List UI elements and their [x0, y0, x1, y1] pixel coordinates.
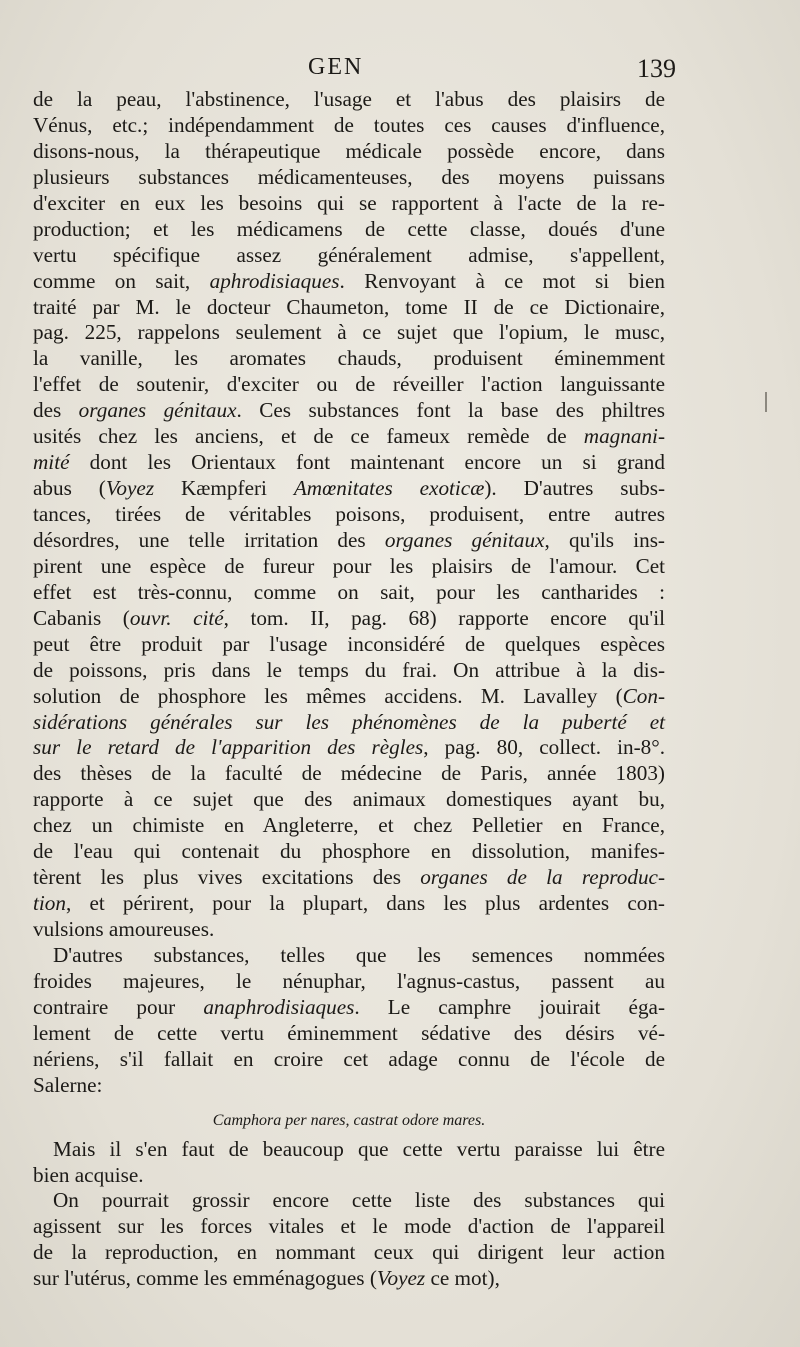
- italic-text: organes génitaux: [78, 398, 237, 423]
- text-run: . Renvoyant à ce mot si bien: [339, 268, 665, 293]
- text-run: contraire pour: [33, 994, 204, 1019]
- text-line: [33, 320, 665, 346]
- text-line: [33, 502, 665, 528]
- italic-text: Con-: [622, 683, 665, 708]
- text-run: , et périrent, pour la plupart, dans les plus ardentes con-: [65, 891, 665, 916]
- italic-text: aphrodisiaques: [209, 268, 340, 293]
- text-run: peut être produit par l'usage inconsidéré de quelques espèces: [33, 631, 665, 656]
- text-run: des thèses de la faculté de médecine de Paris, année 1803): [33, 761, 665, 786]
- text-line: [33, 372, 665, 398]
- text-run: de l'eau qui contenait du phosphore en dissolution, manifes-: [33, 839, 665, 864]
- text-run: comme on sait,: [33, 268, 210, 293]
- text-line: [33, 1188, 665, 1214]
- text-line: [33, 891, 665, 917]
- italic-text: magnani-: [583, 424, 665, 449]
- text-run: de poissons, pris dans le temps du frai. On attribue à la dis-: [33, 657, 665, 682]
- text-line: [33, 684, 665, 710]
- italic-text: Amœnitates exoticæ: [293, 476, 485, 501]
- text-line: [33, 191, 665, 217]
- text-run: solution de phosphore les mêmes accidens. M. Lavalley (: [33, 683, 623, 708]
- text-line: [33, 139, 665, 165]
- text-line: [33, 1047, 665, 1073]
- text-run: production; et les médicamens de cette classe, doués d'une: [33, 216, 665, 241]
- text-run: . Le camphre jouirait éga-: [354, 994, 665, 1019]
- italic-text: Voyez: [105, 476, 155, 501]
- text-line: [33, 295, 665, 321]
- text-run: vulsions amoureuses.: [33, 917, 215, 941]
- text-line: [33, 606, 665, 632]
- text-run: , pag. 80, collect. in-8°.: [423, 735, 665, 760]
- text-run: ce mot),: [425, 1266, 500, 1291]
- italic-text: Voyez: [376, 1266, 426, 1291]
- text-line: [33, 580, 665, 606]
- text-run: nériens, s'il fallait en croire cet adage connu de l'école de: [33, 1046, 665, 1071]
- text-run: Kæmpferi: [154, 476, 294, 501]
- text-run: de la peau, l'abstinence, l'usage et l'abus des plaisirs de: [33, 87, 665, 111]
- text-run: pag. 225, rappelons seulement à ce sujet que l'opium, le musc,: [33, 320, 665, 345]
- text-line: [33, 917, 665, 943]
- paragraph: [33, 943, 665, 1099]
- text-run: disons-nous, la thérapeutique médicale possède encore, dans: [33, 138, 665, 163]
- margin-mark: [765, 392, 767, 412]
- text-line: [33, 658, 665, 684]
- text-run: sur l'utérus, comme les emménagogues (: [33, 1266, 377, 1291]
- text-run: ). D'autres subs-: [484, 476, 665, 501]
- italic-text: sidérations générales sur les phénomènes de la puberté et: [33, 709, 665, 734]
- italic-text: anaphrodisiaques: [203, 994, 355, 1019]
- text-run: Salerne:: [33, 1072, 103, 1097]
- text-line: [33, 113, 665, 139]
- text-line: [33, 424, 665, 450]
- italic-text: ouvr. cité: [129, 605, 224, 630]
- text-run: effet est très-connu, comme on sait, pour les cantharides :: [33, 579, 665, 604]
- text-line: [33, 839, 665, 865]
- text-run: . Ces substances font la base des philtres: [236, 398, 665, 423]
- text-run: bien acquise.: [33, 1162, 144, 1187]
- text-line: [33, 217, 665, 243]
- text-run: On pourrait grossir encore cette liste des substances qui: [53, 1188, 665, 1213]
- text-run: désordres, une telle irritation des: [33, 527, 385, 552]
- italic-text: organes de la reproduc-: [420, 865, 665, 890]
- text-run: pirent une espèce de fureur pour les plaisirs de l'amour. Cet: [33, 553, 665, 578]
- text-line: [33, 1021, 665, 1047]
- text-run: abus (: [33, 476, 106, 501]
- text-line: [33, 1214, 665, 1240]
- italic-text: tion: [33, 891, 66, 916]
- text-line: [33, 346, 665, 372]
- text-run: traité par M. le docteur Chaumeton, tome II de ce Dictionaire,: [33, 294, 665, 319]
- text-run: la vanille, les aromates chauds, produisent éminemment: [33, 346, 665, 371]
- text-line: [33, 450, 665, 476]
- text-run: froides majeures, le nénuphar, l'agnus-castus, passent au: [33, 968, 665, 993]
- text-line: [33, 554, 665, 580]
- verse-quote: Camphora per nares, castrat odore mares.: [212, 1111, 486, 1129]
- text-line: [33, 969, 665, 995]
- page-number: 139: [637, 54, 676, 83]
- text-line: [33, 1163, 665, 1189]
- text-line: [33, 813, 665, 839]
- text-run: chez un chimiste en Angleterre, et chez Pelletier en France,: [33, 813, 665, 838]
- running-head: GEN: [308, 54, 364, 80]
- text-run: Cabanis (: [33, 605, 130, 630]
- text-line: [33, 787, 665, 813]
- text-line: [33, 943, 665, 969]
- paragraph: [33, 1188, 665, 1292]
- text-line: [33, 398, 665, 424]
- text-run: l'effet de soutenir, d'exciter ou de réveiller l'action languissante: [33, 372, 665, 397]
- text-line: [33, 528, 665, 554]
- text-line: [33, 632, 665, 658]
- text-line: [33, 1240, 665, 1266]
- page-body: [33, 87, 665, 1292]
- text-line: [33, 1073, 665, 1099]
- text-run: Vénus, etc.; indépendamment de toutes ces causes d'influence,: [33, 112, 665, 137]
- text-run: usités chez les anciens, et de ce fameux remède de: [33, 424, 584, 449]
- text-run: vertu spécifique assez généralement admise, s'appellent,: [33, 242, 665, 267]
- text-run: dont les Orientaux font maintenant encore un si grand: [69, 450, 665, 475]
- paragraph: [33, 87, 665, 943]
- text-line: [33, 165, 665, 191]
- italic-text: sur le retard de l'apparition des règles: [33, 735, 424, 760]
- text-line: [33, 865, 665, 891]
- text-line: [33, 1266, 665, 1292]
- text-run: d'exciter en eux les besoins qui se rapportent à l'acte de la re-: [33, 190, 665, 215]
- text-line: [33, 269, 665, 295]
- text-run: tances, tirées de véritables poisons, produisent, entre autres: [33, 502, 665, 526]
- text-line: [33, 995, 665, 1021]
- text-line: [33, 735, 665, 761]
- italic-text: organes génitaux: [384, 527, 545, 552]
- text-run: , qu'ils ins-: [544, 527, 665, 552]
- text-run: agissent sur les forces vitales et le mode d'action de l'appareil: [33, 1214, 665, 1239]
- italic-text: mité: [33, 450, 70, 475]
- text-line: [33, 1137, 665, 1163]
- text-run: lement de cette vertu éminemment sédative des désirs vé-: [33, 1020, 665, 1045]
- text-run: des: [33, 398, 79, 423]
- text-line: [33, 710, 665, 736]
- text-run: de la reproduction, en nommant ceux qui dirigent leur action: [33, 1240, 665, 1265]
- text-line: [33, 87, 665, 113]
- text-line: [33, 476, 665, 502]
- text-run: plusieurs substances médicamenteuses, des moyens puissans: [33, 164, 665, 189]
- text-line: [33, 761, 665, 787]
- text-run: Mais il s'en faut de beaucoup que cette vertu paraisse lui être: [53, 1136, 665, 1161]
- text-line: [33, 243, 665, 269]
- text-run: tèrent les plus vives excitations des: [33, 865, 421, 890]
- paragraph: [33, 1137, 665, 1189]
- text-run: , tom. II, pag. 68) rapporte encore qu'il: [223, 605, 665, 630]
- text-run: rapporte à ce sujet que des animaux domestiques ayant bu,: [33, 787, 665, 812]
- text-run: D'autres substances, telles que les semences nommées: [53, 942, 665, 967]
